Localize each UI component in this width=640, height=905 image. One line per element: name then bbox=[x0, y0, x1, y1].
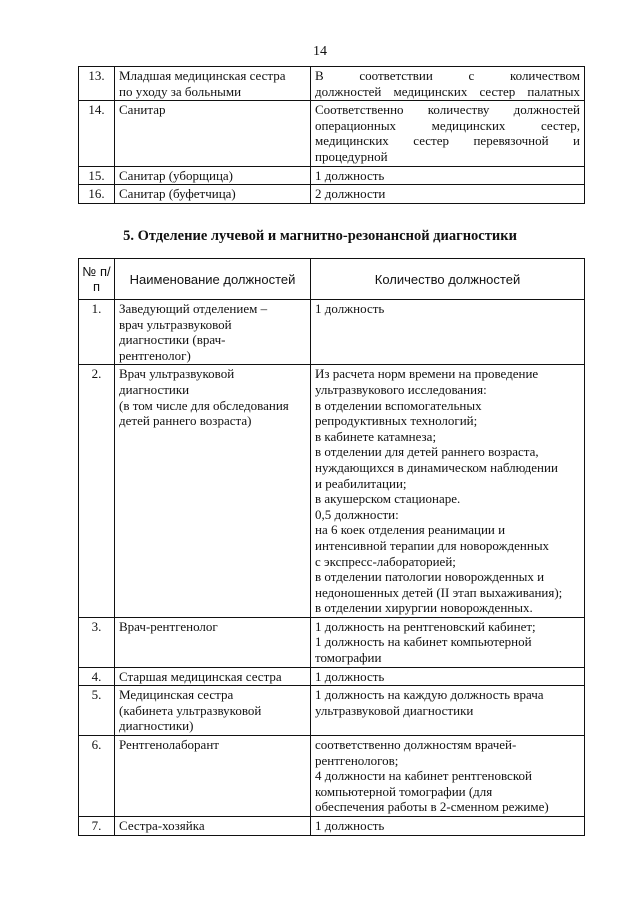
position-count: 1 должность bbox=[311, 667, 585, 686]
position-name: Врач ультразвуковой диагностики (в том числе для обследования детей раннего возраста) bbox=[115, 365, 311, 618]
page-number: 14 bbox=[313, 44, 327, 59]
position-name: Рентгенолаборант bbox=[115, 736, 311, 817]
position-name: Санитар (буфетчица) bbox=[115, 185, 311, 204]
table-header-row bbox=[79, 259, 585, 300]
table-row bbox=[79, 67, 585, 101]
position-count: Соответственно количеству должностей операционных медицинских сестер, медицинских сестер перевязочной и процедурной bbox=[311, 101, 585, 166]
position-name: Санитар bbox=[115, 101, 311, 166]
staff-table-radiology bbox=[78, 258, 585, 836]
position-count: Из расчета норм времени на проведение ультразвукового исследования: в отделении вспомогательных репродуктивных технологий; в кабинете катамнеза; в отделении для детей раннего возраста, нуждающихся в динамическом наблюдении и реабилитации; в акушерском стационаре. 0,5 должности: на 6 коек отделения реанимации и интенсивной терапии для новорожденных с экспресс-лабораторией; в отделении патологии новорожденных и недоношенных детей (II этап выхаживания); в отделении хирургии новорожденных. bbox=[311, 365, 585, 618]
position-name: Заведующий отделением – врач ультразвуковой диагностики (врач- рентгенолог) bbox=[115, 300, 311, 365]
table-row bbox=[79, 300, 585, 365]
row-number: 4. bbox=[79, 667, 115, 686]
row-number: 3. bbox=[79, 617, 115, 667]
position-name: Сестра-хозяйка bbox=[115, 817, 311, 836]
row-number: 13. bbox=[79, 67, 115, 101]
header-number: № п/п bbox=[79, 259, 115, 300]
staff-table-continued bbox=[78, 66, 585, 204]
table-row bbox=[79, 365, 585, 618]
table-row bbox=[79, 617, 585, 667]
table-row bbox=[79, 667, 585, 686]
table-row bbox=[79, 686, 585, 736]
row-number: 6. bbox=[79, 736, 115, 817]
position-count: 1 должность на каждую должность врача ультразвуковой диагностики bbox=[311, 686, 585, 736]
row-number: 1. bbox=[79, 300, 115, 365]
position-count: В соответствии с количеством должностей медицинских сестер палатных bbox=[311, 67, 585, 101]
table-row bbox=[79, 101, 585, 166]
position-name: Врач-рентгенолог bbox=[115, 617, 311, 667]
row-number: 16. bbox=[79, 185, 115, 204]
position-count: 1 должность bbox=[311, 300, 585, 365]
position-count: 1 должность bbox=[311, 166, 585, 185]
table-row bbox=[79, 185, 585, 204]
position-count: соответственно должностям врачей- рентгенологов; 4 должности на кабинет рентгеновской компьютерной томографии (для обеспечения работы в 2-сменном режиме) bbox=[311, 736, 585, 817]
position-name: Старшая медицинская сестра bbox=[115, 667, 311, 686]
table-row bbox=[79, 817, 585, 836]
table-row bbox=[79, 166, 585, 185]
header-count: Количество должностей bbox=[311, 259, 585, 300]
position-name: Санитар (уборщица) bbox=[115, 166, 311, 185]
position-name: Медицинская сестра (кабинета ультразвуковой диагностики) bbox=[115, 686, 311, 736]
row-number: 5. bbox=[79, 686, 115, 736]
table-row bbox=[79, 736, 585, 817]
section-title: 5. Отделение лучевой и магнитно-резонансной диагностики bbox=[123, 228, 517, 244]
position-count: 2 должности bbox=[311, 185, 585, 204]
row-number: 2. bbox=[79, 365, 115, 618]
row-number: 14. bbox=[79, 101, 115, 166]
header-name: Наименование должностей bbox=[115, 259, 311, 300]
position-count: 1 должность на рентгеновский кабинет; 1 должность на кабинет компьютерной томографии bbox=[311, 617, 585, 667]
row-number: 7. bbox=[79, 817, 115, 836]
row-number: 15. bbox=[79, 166, 115, 185]
position-count: 1 должность bbox=[311, 817, 585, 836]
position-name: Младшая медицинская сестра по уходу за больными bbox=[115, 67, 311, 101]
